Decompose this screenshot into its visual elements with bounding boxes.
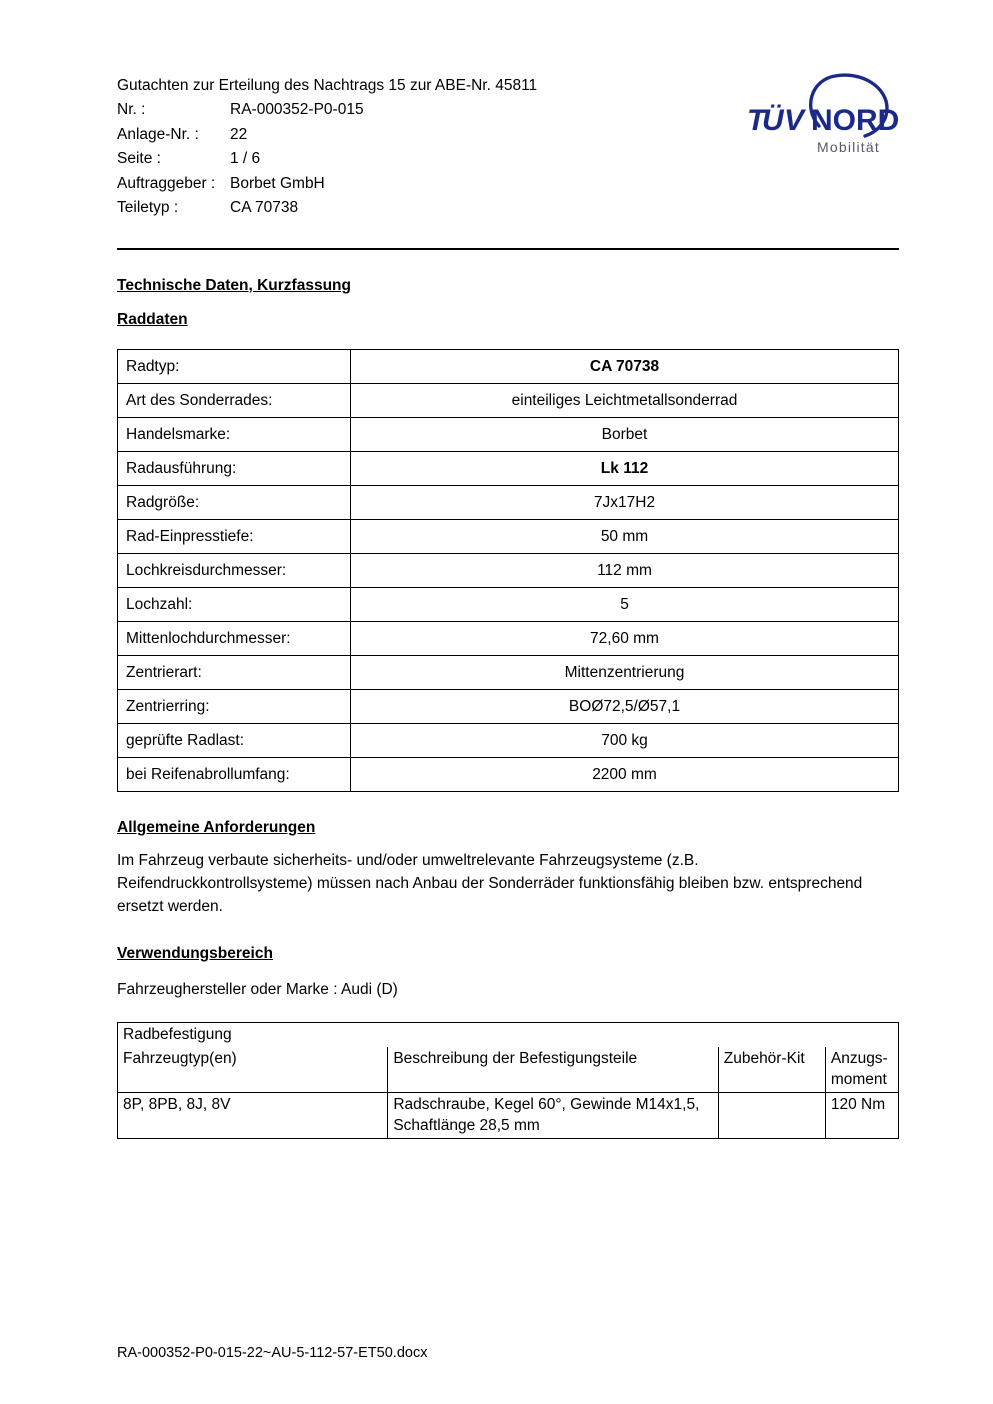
tuv-nord-logo: [731, 68, 899, 158]
row-label: geprüfte Radlast:: [118, 724, 351, 758]
row-label: Radausführung:: [118, 452, 351, 486]
row-label: Radgröße:: [118, 486, 351, 520]
row-label: Lochzahl:: [118, 588, 351, 622]
svg-text:NORD: NORD: [811, 104, 899, 137]
heading-verwendungsbereich: Verwendungsbereich: [117, 945, 273, 962]
row-value: CA 70738: [351, 350, 899, 384]
cell-beschreibung: Radschraube, Kegel 60°, Gewinde M14x1,5, Schaftlänge 28,5 mm: [388, 1093, 718, 1139]
row-label: Mittenlochdurchmesser:: [118, 622, 351, 656]
fastening-table: [117, 1022, 899, 1139]
column-header-anzugsmoment: Anzugs-moment: [825, 1047, 898, 1093]
application-text: Fahrzeughersteller oder Marke : Audi (D): [117, 981, 398, 998]
table-row: [118, 588, 899, 622]
row-value: 7Jx17H2: [351, 486, 899, 520]
row-label: Radtyp:: [118, 350, 351, 384]
document-footer: RA-000352-P0-015-22~AU-5-112-57-ET50.docx: [117, 1345, 428, 1361]
column-header-zubehoer-kit: Zubehör-Kit: [718, 1047, 825, 1093]
header-value-seite: 1 / 6: [230, 150, 261, 168]
table-row: [118, 350, 899, 384]
document-header: [117, 74, 899, 224]
row-value: 50 mm: [351, 520, 899, 554]
cell-zubehoer-kit: [718, 1093, 825, 1139]
table-row: [118, 520, 899, 554]
row-value: einteiliges Leichtmetallsonderrad: [351, 384, 899, 418]
header-value-auftraggeber: Borbet GmbH: [230, 174, 325, 192]
header-divider: [117, 248, 899, 250]
header-label-auftraggeber: Auftraggeber :: [117, 174, 216, 192]
header-label-anlage-nr: Anlage-Nr. :: [117, 125, 199, 143]
fastening-caption: Radbefestigung: [118, 1023, 899, 1048]
row-label: Art des Sonderrades:: [118, 384, 351, 418]
header-label-seite: Seite :: [117, 150, 161, 168]
general-requirements-text: Im Fahrzeug verbaute sicherheits- und/oder umweltrelevante Fahrzeugsysteme (z.B. Reifendruckkontrollsysteme) müssen nach Anbau der Sonderräder funktionsfähig bleiben bzw. entsprechend ersetzt werden.: [117, 852, 863, 915]
svg-text:T: T: [747, 104, 766, 137]
fastening-caption-row: [118, 1023, 899, 1048]
row-value: Borbet: [351, 418, 899, 452]
table-row: [118, 724, 899, 758]
row-value: 700 kg: [351, 724, 899, 758]
svg-text:Mobilität: Mobilität: [817, 139, 880, 155]
header-value-teiletyp: CA 70738: [230, 199, 299, 217]
row-value: Mittenzentrierung: [351, 656, 899, 690]
row-label: bei Reifenabrollumfang:: [118, 758, 351, 792]
table-row: [118, 418, 899, 452]
row-label: Zentrierart:: [118, 656, 351, 690]
row-value: 72,60 mm: [351, 622, 899, 656]
heading-raddaten: Raddaten: [117, 311, 188, 328]
page-title: Gutachten zur Erteilung des Nachtrags 15 zur ABE-Nr. 45811: [117, 77, 538, 94]
heading-allgemeine-anforderungen: Allgemeine Anforderungen: [117, 819, 316, 836]
column-header-beschreibung: Beschreibung der Befestigungsteile: [388, 1047, 718, 1093]
table-row: [118, 758, 899, 792]
header-value-anlage-nr: 22: [230, 125, 248, 143]
table-row: [118, 486, 899, 520]
header-meta-row: [117, 196, 899, 220]
table-row: [118, 384, 899, 418]
header-label-teiletyp: Teiletyp :: [117, 199, 179, 217]
header-label-nr: Nr. :: [117, 101, 146, 119]
row-value: Lk 112: [351, 452, 899, 486]
fastening-header-row: [118, 1047, 899, 1093]
page-content: [117, 74, 899, 1139]
table-row: [118, 622, 899, 656]
row-label: Handelsmarke:: [118, 418, 351, 452]
header-value-nr: RA-000352-P0-015: [230, 101, 364, 119]
table-row: [118, 554, 899, 588]
cell-fahrzeugtyp: 8P, 8PB, 8J, 8V: [118, 1093, 388, 1139]
row-label: Lochkreisdurchmesser:: [118, 554, 351, 588]
table-row: [118, 452, 899, 486]
table-row: [118, 690, 899, 724]
row-value: BOØ72,5/Ø57,1: [351, 690, 899, 724]
row-value: 2200 mm: [351, 758, 899, 792]
heading-technische-daten: Technische Daten, Kurzfassung: [117, 277, 351, 294]
header-meta-row: [117, 172, 899, 196]
row-label: Rad-Einpresstiefe:: [118, 520, 351, 554]
row-label: Zentrierring:: [118, 690, 351, 724]
svg-text:Ü: Ü: [762, 104, 784, 137]
table-row: [118, 656, 899, 690]
cell-anzugsmoment: 120 Nm: [825, 1093, 898, 1139]
row-value: 112 mm: [351, 554, 899, 588]
wheel-data-table: [117, 349, 899, 792]
column-header-fahrzeugtyp: Fahrzeugtyp(en): [118, 1047, 388, 1093]
svg-text:V: V: [784, 104, 805, 137]
row-value: 5: [351, 588, 899, 622]
table-row: [118, 1093, 899, 1139]
